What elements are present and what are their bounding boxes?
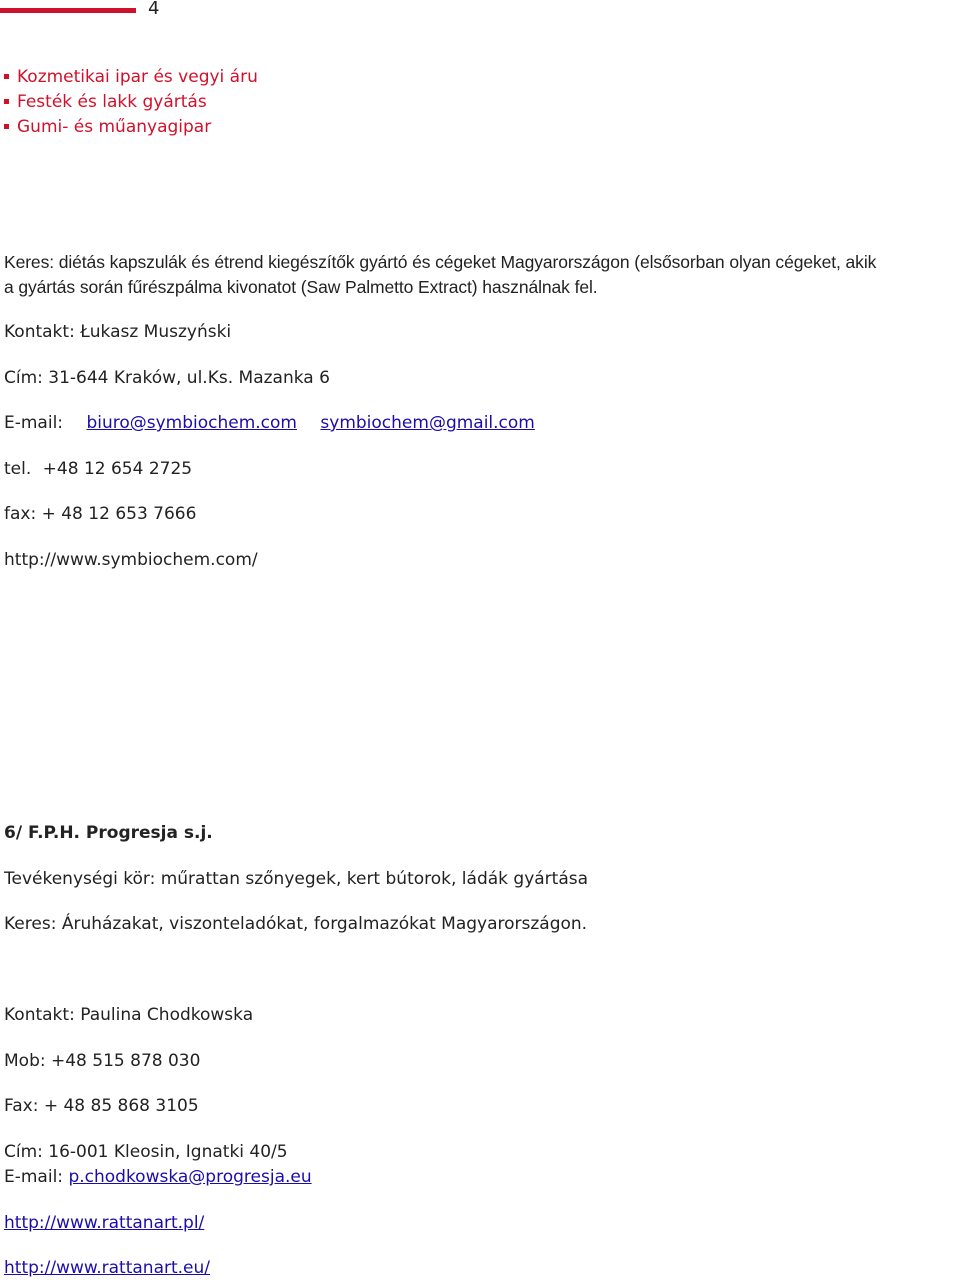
bullet-square-icon xyxy=(4,74,9,79)
list-item: Gumi- és műanyagipar xyxy=(4,114,258,139)
email-link-progresja[interactable]: p.chodkowska@progresja.eu xyxy=(68,1167,312,1187)
industry-list xyxy=(4,64,258,139)
bullet-square-icon xyxy=(4,124,9,129)
tel-label: tel. xyxy=(4,459,32,479)
entry6-cim: Cím: 16-001 Kleosin, Ignatki 40/5 xyxy=(4,1142,288,1162)
email-label: E-mail: xyxy=(4,413,64,433)
entry5-fax: fax: + 48 12 653 7666 xyxy=(4,504,197,524)
entry6-website-eu xyxy=(4,1256,210,1281)
email-link-biuro[interactable]: biuro@symbiochem.com xyxy=(86,413,297,433)
list-item: Kozmetikai ipar és vegyi áru xyxy=(4,64,258,89)
entry6-title: 6/ F.P.H. Progresja s.j. xyxy=(4,823,213,843)
entry5-keres-line2: a gyártás során fűrészpálma kivonatot (Saw Palmetto Extract) használnak fel. xyxy=(4,277,598,297)
page-number: 4 xyxy=(148,0,160,19)
entry6-email-row xyxy=(4,1165,312,1190)
tel-number: +48 12 654 2725 xyxy=(42,459,193,479)
entry5-cim: Cím: 31-644 Kraków, ul.Ks. Mazanka 6 xyxy=(4,368,330,388)
email-link-gmail[interactable]: symbiochem@gmail.com xyxy=(320,413,535,433)
website-link-eu[interactable]: http://www.rattanart.eu/ xyxy=(4,1258,211,1278)
entry6-activity: Tevékenységi kör: műrattan szőnyegek, kert bútorok, ládák gyártása xyxy=(4,869,589,889)
list-item: Festék és lakk gyártás xyxy=(4,89,258,114)
header-accent-bar xyxy=(0,8,136,13)
entry5-website: http://www.symbiochem.com/ xyxy=(4,550,258,570)
bullet-square-icon xyxy=(4,99,9,104)
entry6-mob: Mob: +48 515 878 030 xyxy=(4,1051,201,1071)
entry6-fax: Fax: + 48 85 868 3105 xyxy=(4,1096,199,1116)
entry5-email-row xyxy=(4,411,535,436)
entry5-keres-line1: Keres: diétás kapszulák és étrend kiegészítők gyártó és cégeket Magyarországon (elsősorban olyan cégeket, akik xyxy=(4,252,877,272)
email-label: E-mail: xyxy=(4,1167,64,1187)
website-link-pl[interactable]: http://www.rattanart.pl/ xyxy=(4,1213,205,1233)
entry6-website-pl xyxy=(4,1211,204,1236)
entry5-kontakt: Kontakt: Łukasz Muszyński xyxy=(4,322,232,342)
entry5-tel-row xyxy=(4,457,192,482)
entry6-kontakt: Kontakt: Paulina Chodkowska xyxy=(4,1005,254,1025)
entry6-keres: Keres: Áruházakat, viszonteladókat, forgalmazókat Magyarországon. xyxy=(4,914,588,934)
